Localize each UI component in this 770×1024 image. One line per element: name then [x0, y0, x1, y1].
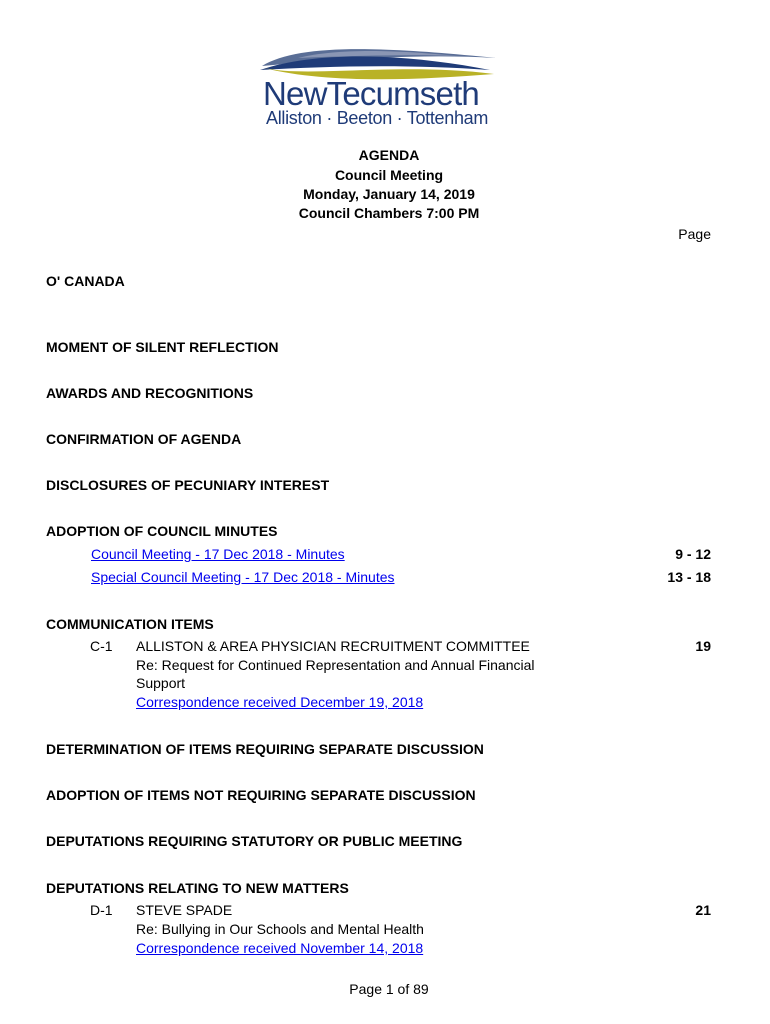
meeting-date: Monday, January 14, 2019 — [303, 186, 475, 202]
communication-item-correspondence-link[interactable]: Correspondence received December 19, 2018 — [136, 694, 424, 710]
section-communication-items: COMMUNICATION ITEMS — [46, 616, 214, 632]
communication-item-title: ALLISTON & AREA PHYSICIAN RECRUITMENT COMMITTEE — [136, 638, 530, 654]
meeting-title: Council Meeting — [334, 167, 444, 183]
section-awards: AWARDS AND RECOGNITIONS — [46, 385, 254, 401]
section-o-canada: O' CANADA — [46, 273, 125, 289]
section-adoption-minutes: ADOPTION OF COUNCIL MINUTES — [46, 523, 278, 539]
meeting-location: Council Chambers 7:00 PM — [298, 205, 480, 221]
section-silent-reflection: MOMENT OF SILENT REFLECTION — [46, 339, 279, 355]
minutes-link-special-council-meeting[interactable]: Special Council Meeting - 17 Dec 2018 - Minutes — [91, 569, 395, 585]
deputation-item-pages: 21 — [695, 902, 711, 918]
deputation-item-correspondence-link[interactable]: Correspondence received November 14, 2018 — [136, 940, 424, 956]
communication-item-pages: 19 — [695, 638, 711, 654]
page-footer: Page 1 of 89 — [349, 981, 429, 997]
agenda-heading: AGENDA — [358, 147, 420, 163]
section-disclosures: DISCLOSURES OF PECUNIARY INTEREST — [46, 477, 330, 493]
section-adoption-items: ADOPTION OF ITEMS NOT REQUIRING SEPARATE DISCUSSION — [46, 787, 476, 803]
logo-brand-name: NewTecumseth — [263, 75, 479, 112]
page-column-label: Page — [678, 226, 711, 242]
section-deputations-statutory: DEPUTATIONS REQUIRING STATUTORY OR PUBLIC MEETING — [46, 833, 463, 849]
minutes-link-council-meeting[interactable]: Council Meeting - 17 Dec 2018 - Minutes — [91, 546, 345, 562]
minutes-pages-council-meeting: 9 - 12 — [675, 546, 711, 562]
logo-subtitle: Alliston · Beeton · Tottenham — [266, 108, 489, 128]
communication-item-re-line2: Support — [136, 675, 186, 691]
deputation-item-number: D-1 — [90, 902, 113, 918]
section-determination: DETERMINATION OF ITEMS REQUIRING SEPARATE DISCUSSION — [46, 741, 484, 757]
deputation-item-re-line: Re: Bullying in Our Schools and Mental Health — [136, 921, 424, 937]
communication-item-re-line1: Re: Request for Continued Representation and Annual Financial — [136, 657, 535, 673]
minutes-pages-special-council-meeting: 13 - 18 — [667, 569, 711, 585]
section-confirmation: CONFIRMATION OF AGENDA — [46, 431, 242, 447]
communication-item-number: C-1 — [90, 638, 113, 654]
section-deputations-new-matters: DEPUTATIONS RELATING TO NEW MATTERS — [46, 880, 349, 896]
deputation-item-title: STEVE SPADE — [136, 902, 233, 918]
